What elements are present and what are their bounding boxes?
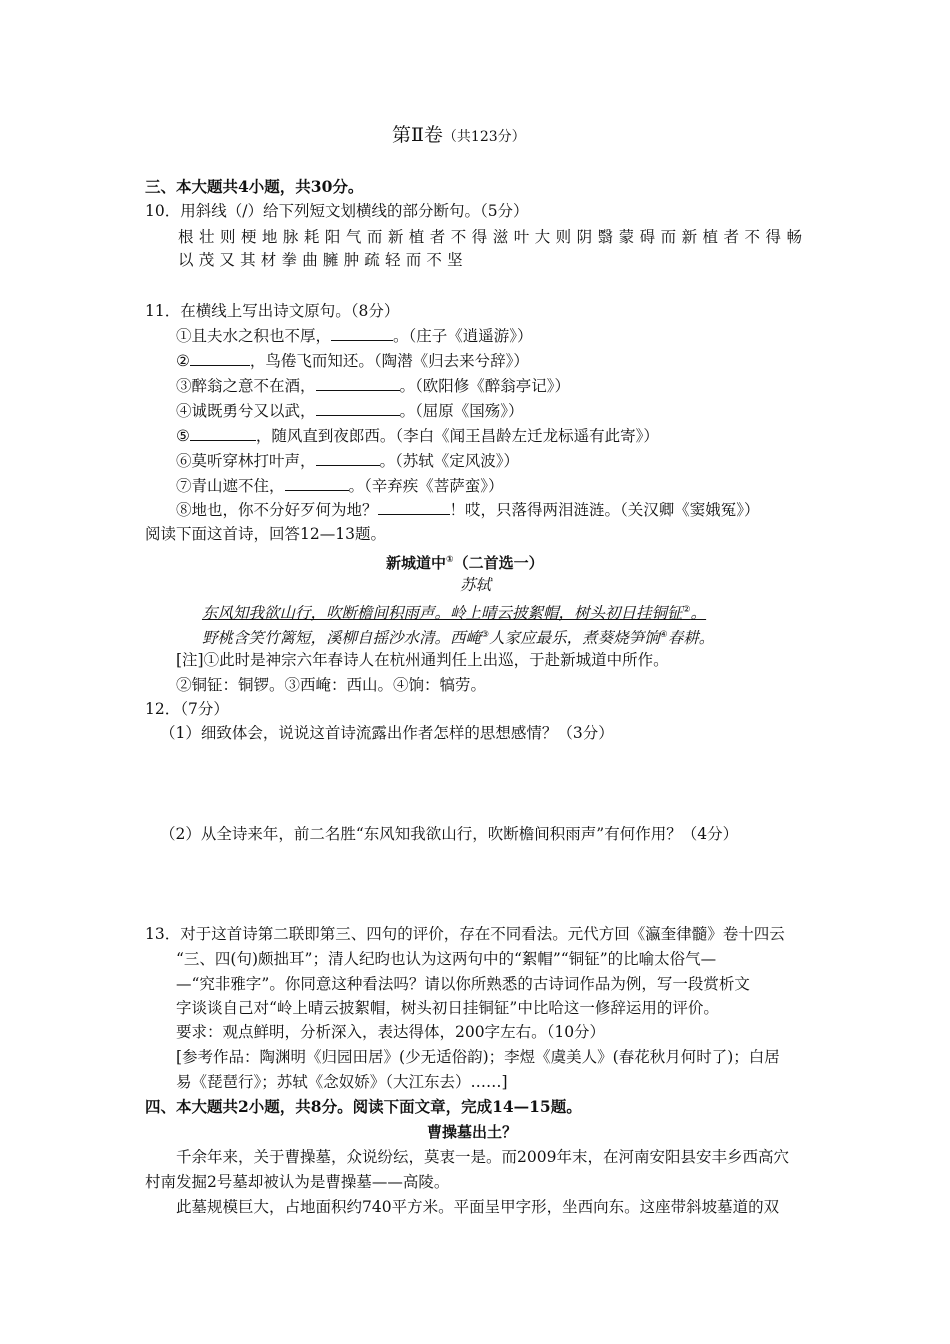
q10-text-line2: 以茂又其材拳曲臃肿疏轻而不坚	[178, 251, 468, 269]
q11-answer-blank-3[interactable]	[316, 376, 400, 391]
poem-note-1: [注]①此时是神宗六年春诗人在杭州通判任上出巡，于赴新城道中所作。	[176, 651, 669, 669]
section-3-heading: 三、本大题共4小题，共30分。	[145, 177, 364, 196]
q13-line-6: [参考作品：陶渊明《归园田居》(少无适俗韵)；李煜《虞美人》(春花秋月何时了)；白居	[176, 1048, 780, 1066]
q12-sub-1: （1）细致体会，说说这首诗流露出作者怎样的思想感情？（3分）	[160, 724, 614, 742]
poem-line-2-a: 野桃含笑竹篱短，溪柳自摇沙水清。西崦	[202, 629, 482, 648]
poem-line-1	[202, 599, 706, 624]
q11-item-8	[176, 499, 760, 521]
q11-answer-blank-1[interactable]	[331, 326, 393, 341]
q11-item-2-pre: ②	[176, 352, 190, 370]
q11-item-5	[176, 425, 659, 447]
q11-item-6	[176, 450, 519, 472]
reading-intro: 阅读下面这首诗，回答12—13题。	[145, 525, 386, 543]
article-p1-line2: 村南发掘2号墓却被认为是曹操墓——高陵。	[145, 1173, 450, 1191]
q11-item-2-post: ，鸟倦飞而知还。（陶潜《归去来兮辞》）	[249, 352, 529, 370]
q13-line-7: 易《琵琶行》；苏轼《念奴娇》（大江东去）……]	[176, 1073, 508, 1091]
q11-item-6-pre: ⑥莫听穿林打叶声，	[176, 452, 316, 470]
q11-item-7-pre: ⑦青山遮不住，	[176, 477, 285, 495]
poem-line-1-sup: ②	[682, 605, 691, 615]
q11-item-6-post: 。（苏轼《定风波》）	[379, 452, 520, 470]
article-title: 曹操墓出土？	[427, 1123, 518, 1141]
q11-stem: 11．在横线上写出诗文原句。（8分）	[145, 302, 400, 320]
poem-line-1-end: 。	[690, 604, 707, 623]
q11-item-8-post: ！哎，只落得两泪涟涟。（关汉卿《窦娥冤》）	[449, 501, 760, 519]
poem-line-2-b: 人家应最乐，煮葵烧笋饷	[489, 629, 660, 648]
poem-line-1-text: 东风知我欲山行，吹断檐间积雨声。岭上晴云披絮帽，树头初日挂铜钲	[202, 604, 683, 623]
q11-item-1-post: 。（庄子《逍遥游》）	[393, 327, 533, 345]
poem-line-2-sup2: ④	[659, 630, 668, 640]
q12-stem: 12．（7分）	[145, 700, 229, 718]
q11-item-5-post: ，随风直到夜郎西。（李白《闻王昌龄左迁龙标遥有此寄》）	[255, 427, 659, 445]
q10-stem: 10．用斜线（/）给下列短文划横线的部分断句。（5分）	[145, 202, 529, 220]
q11-answer-blank-6[interactable]	[316, 451, 380, 466]
poem-title-sup: ①	[446, 555, 454, 565]
poem-author: 苏轼	[460, 576, 492, 594]
poem-title-suffix: （二首选一）	[453, 554, 544, 572]
q11-item-4	[176, 400, 524, 422]
q11-item-1	[176, 325, 533, 347]
q11-answer-blank-5[interactable]	[190, 426, 256, 441]
q11-answer-blank-8[interactable]	[378, 500, 450, 515]
poem-line-2	[202, 624, 714, 649]
q11-item-4-pre: ④诚既勇兮又以武，	[176, 402, 316, 420]
q11-item-3-pre: ③醉翁之意不在酒，	[176, 377, 316, 395]
article-p2-line1: 此墓规模巨大，占地面积约740平方米。平面呈甲字形，坐西向东。这座带斜坡墓道的双	[176, 1198, 780, 1216]
q11-item-7-post: 。（辛弃疾《菩萨蛮》）	[348, 477, 504, 495]
q11-answer-blank-4[interactable]	[316, 401, 400, 416]
q11-item-3-post: 。（欧阳修《醉翁亭记》）	[399, 377, 571, 395]
q10-text-line1: 根壮则梗地脉耗阳气而新植者不得滋叶大则阴翳蒙碍而新植者不得畅	[178, 228, 802, 246]
section-4-heading: 四、本大题共2小题，共8分。阅读下面文章，完成14—15题。	[145, 1097, 582, 1116]
q13-line-1: 13．对于这首诗第二联即第三、四句的评价，存在不同看法。元代方回《瀛奎律髓》卷十四云	[145, 925, 785, 943]
q11-answer-blank-2[interactable]	[190, 351, 250, 366]
q11-item-3	[176, 375, 570, 397]
poem-note-2: ②铜钲：铜锣。③西崦：西山。④饷：犒劳。	[176, 676, 487, 694]
poem-title	[386, 549, 544, 574]
q11-item-4-post: 。（屈原《国殇》）	[399, 402, 524, 420]
poem-line-2-c: 春耕。	[667, 629, 715, 648]
q13-line-5: 要求：观点鲜明，分析深入，表达得体，200字左右。（10分）	[176, 1023, 606, 1041]
title-text: 第Ⅱ卷	[392, 124, 443, 146]
q13-line-2: “三、四(句)颇拙耳”；清人纪昀也认为这两句中的“絮帽”“铜钲”的比喻太俗气—	[176, 950, 717, 968]
q13-line-4: 字谈谈自己对“岭上晴云披絮帽，树头初日挂铜钲”中比哈这一修辞运用的评价。	[176, 999, 719, 1017]
q13-line-3: —“究非雅字”。你同意这种看法吗？请以你所熟悉的古诗词作品为例，写一段赏析文	[176, 975, 750, 993]
poem-line-2-sup1: ③	[481, 630, 490, 640]
q11-item-5-pre: ⑤	[176, 427, 190, 445]
q11-item-7	[176, 475, 504, 497]
q11-item-2	[176, 350, 529, 372]
page-title	[392, 124, 526, 148]
q11-answer-blank-7[interactable]	[285, 476, 349, 491]
title-note: （共123分）	[442, 129, 526, 145]
article-p1-line1: 千余年来，关于曹操墓，众说纷纭，莫衷一是。而2009年末，在河南安阳县安丰乡西高穴	[176, 1148, 789, 1166]
q11-item-8-pre: ⑧地也，你不分好歹何为地？	[176, 501, 378, 519]
q11-item-1-pre: ①且夫水之积也不厚，	[176, 327, 332, 345]
poem-title-text: 新城道中	[386, 554, 447, 572]
q12-sub-2: （2）从全诗来年，前二名胜“东风知我欲山行，吹断檐间积雨声”有何作用？（4分）	[160, 825, 739, 843]
